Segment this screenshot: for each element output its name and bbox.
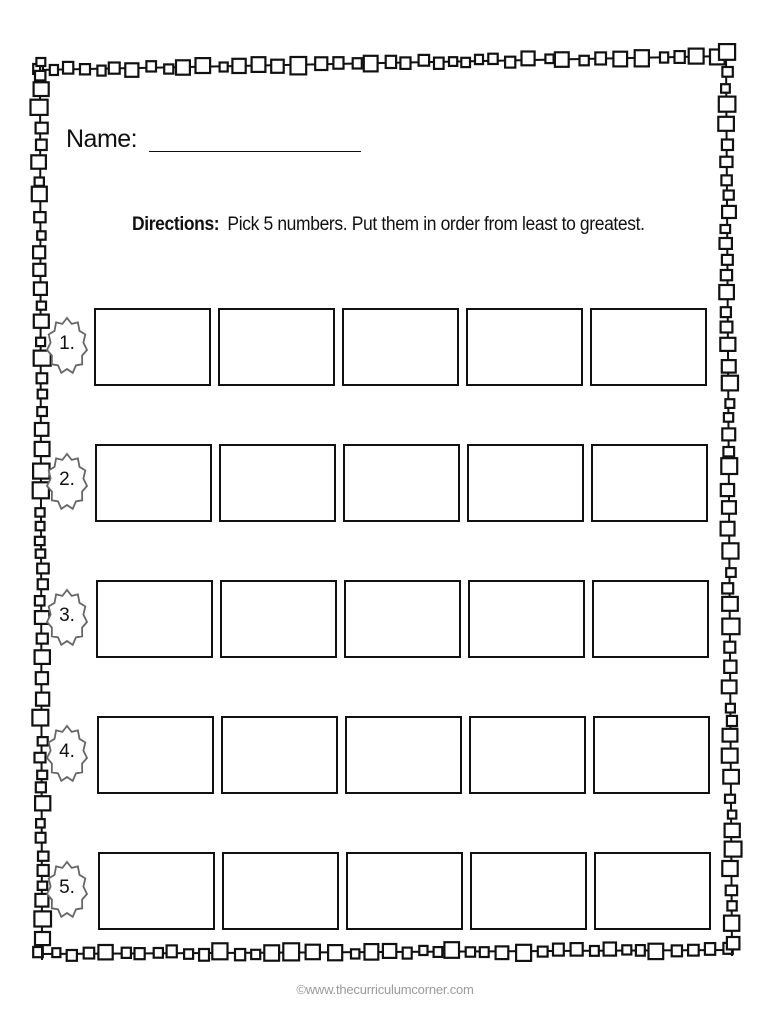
number-answer-box[interactable] [593, 716, 710, 794]
row-number-badge [46, 724, 88, 784]
number-answer-box[interactable] [346, 852, 463, 930]
directions-heading: Directions: [132, 214, 220, 235]
number-answer-box[interactable] [468, 580, 585, 658]
number-answer-box[interactable] [98, 852, 215, 930]
number-answer-box[interactable] [470, 852, 587, 930]
directions-text: Pick 5 numbers. Put them in order from least to greatest. [227, 214, 645, 235]
row-number-label: 4. [59, 741, 75, 762]
name-field-row [66, 112, 361, 152]
number-answer-box[interactable] [97, 716, 214, 794]
number-answer-box[interactable] [469, 716, 586, 794]
row-number-badge [46, 588, 88, 648]
number-answer-box[interactable] [94, 308, 211, 386]
row-number-label: 2. [59, 469, 75, 490]
number-answer-box[interactable] [342, 308, 459, 386]
row-number-label: 3. [59, 605, 75, 626]
answer-row-2 [0, 444, 770, 534]
answer-row-1 [0, 308, 770, 398]
copyright-footer: ©www.thecurriculumcorner.com [296, 982, 474, 997]
number-answer-box[interactable] [218, 308, 335, 386]
number-answer-box[interactable] [221, 716, 338, 794]
number-answer-box[interactable] [96, 580, 213, 658]
number-answer-box[interactable] [220, 580, 337, 658]
row-number-label: 5. [59, 877, 75, 898]
number-answer-box[interactable] [466, 308, 583, 386]
number-answer-box[interactable] [592, 580, 709, 658]
number-answer-box[interactable] [594, 852, 711, 930]
number-answer-box[interactable] [590, 308, 707, 386]
name-input-line[interactable] [149, 129, 361, 152]
number-answer-box[interactable] [344, 580, 461, 658]
row-number-badge [46, 452, 88, 512]
number-answer-box[interactable] [345, 716, 462, 794]
answer-row-4 [0, 716, 770, 806]
row-number-badge [46, 860, 88, 920]
number-answer-box[interactable] [222, 852, 339, 930]
number-answer-box[interactable] [343, 444, 460, 522]
number-answer-box[interactable] [591, 444, 708, 522]
directions [132, 214, 645, 236]
name-label: Name: [66, 125, 138, 153]
number-answer-box[interactable] [95, 444, 212, 522]
row-number-label: 1. [59, 333, 75, 354]
row-number-badge [46, 316, 88, 376]
number-answer-box[interactable] [219, 444, 336, 522]
answer-row-3 [0, 580, 770, 670]
number-answer-box[interactable] [467, 444, 584, 522]
answer-row-5 [0, 852, 770, 942]
